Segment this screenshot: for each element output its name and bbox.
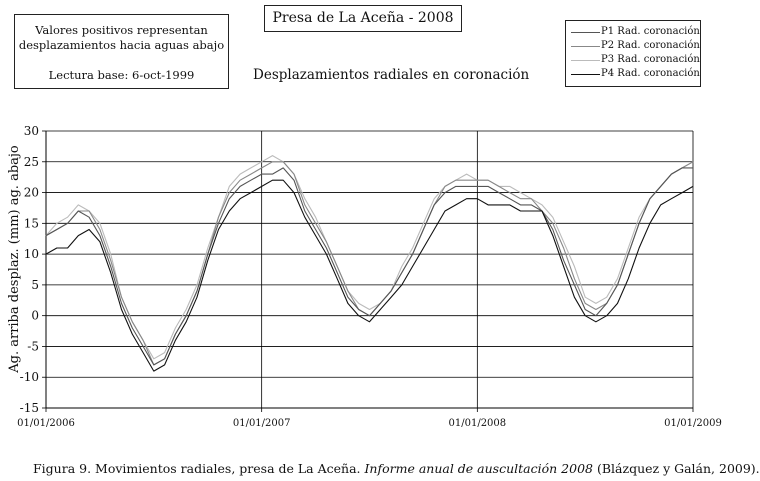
caption-italic: Informe anual de auscultación 2008 [364,461,593,476]
chart-title: Presa de La Aceña - 2008 [264,5,462,32]
legend-label-p2: P2 Rad. coronación [601,40,700,51]
y-tick-label: 25 [23,154,39,169]
legend-label-p3: P3 Rad. coronación [601,54,700,65]
x-tick-label: 01/01/2008 [448,418,507,429]
series-line-p4 [46,180,693,371]
y-tick-label: 15 [23,216,39,231]
series-lines [46,156,693,372]
caption-prefix: Figura 9. Movimientos radiales, presa de La Aceña. [33,461,361,476]
legend-label-p1: P1 Rad. coronación [601,26,700,37]
y-tick-label: 0 [31,308,39,323]
caption-suffix: (Blázquez y Galán, 2009). [596,461,760,476]
note-line-2: desplazamientos hacia aguas abajo [18,38,225,52]
y-tick-label: -15 [19,401,39,415]
y-tick-label: -5 [27,339,39,354]
series-line-p1 [46,168,693,365]
y-tick-label: 20 [23,185,39,200]
y-tick-label: -10 [19,370,39,385]
y-tick-labels [20,124,39,415]
note-line-1: Valores positivos representan [35,23,208,37]
chart-subtitle: Desplazamientos radiales en coronación [253,67,530,83]
axes [42,131,693,412]
x-tick-label: 01/01/2009 [664,418,722,429]
figure-caption [33,461,760,476]
x-tick-label: 01/01/2006 [17,418,75,429]
note-line-3: Lectura base: 6-oct-1999 [48,68,195,82]
y-tick-label: 10 [23,247,39,262]
legend-label-p4: P4 Rad. coronación [601,68,700,79]
gridlines [46,131,693,408]
series-line-p3 [46,156,693,359]
y-axis-label: Ag. arriba desplaz. (mm) ag. abajo [7,145,22,373]
y-tick-label: 5 [31,277,39,292]
x-tick-label: 01/01/2007 [232,418,291,429]
y-tick-label: 30 [23,124,39,138]
x-tick-labels [17,418,722,429]
